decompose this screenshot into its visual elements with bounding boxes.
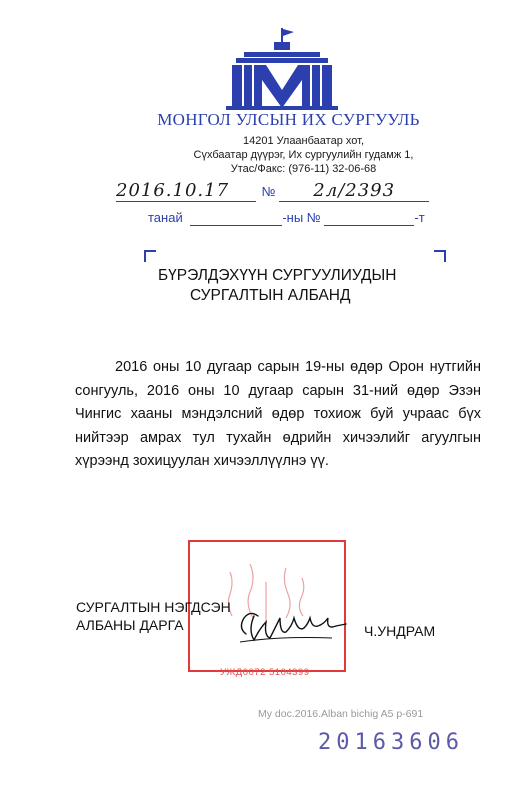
reply-reference-row bbox=[148, 210, 425, 226]
reply-number-blank bbox=[324, 210, 414, 226]
handwritten-signature-icon bbox=[232, 604, 362, 650]
reply-mid: -ны № bbox=[282, 210, 321, 225]
signatory-title-line-1: СУРГАЛТЫН НЭГДСЭН bbox=[76, 599, 231, 615]
address-line-1: 14201 Улаанбаатар хот, bbox=[243, 135, 364, 147]
signatory-name: Ч.УНДРАМ bbox=[364, 623, 436, 639]
reply-suffix: -т bbox=[414, 210, 425, 225]
number-label: № bbox=[261, 184, 276, 199]
document-number: 2л/2393 bbox=[279, 180, 429, 202]
document-date: 2016.10.17 bbox=[116, 180, 256, 202]
address-line-3: Утас/Факс: (976-11) 32-06-68 bbox=[230, 163, 377, 175]
reply-date-blank bbox=[190, 210, 282, 226]
university-logo-icon bbox=[226, 28, 338, 110]
reference-date-row bbox=[116, 180, 429, 202]
file-reference-note: My doc.2016.Alban bichig A5 p-691 bbox=[258, 708, 424, 720]
recipient-line-1: БҮРЭЛДЭХҮҮН СУРГУУЛИУДЫН bbox=[158, 267, 397, 284]
organization-name: МОНГОЛ УЛСЫН ИХ СУРГУУЛЬ bbox=[157, 110, 420, 129]
address-line-2: Сүхбаатар дүүрэг, Их сургуулийн гудамж 1, bbox=[193, 149, 414, 161]
corner-mark-right bbox=[434, 250, 446, 262]
stamp-code: УЖД0072 5104399 bbox=[220, 667, 310, 678]
recipient-line-2: СУРГАЛТЫН АЛБАНД bbox=[190, 287, 351, 304]
registration-number: 20163606 bbox=[318, 730, 464, 755]
signatory-title-line-2: АЛБАНЫ ДАРГА bbox=[76, 617, 184, 633]
corner-mark-left bbox=[144, 250, 156, 262]
reply-prefix: танай bbox=[148, 210, 183, 225]
letter-body bbox=[75, 356, 481, 474]
body-paragraph: 2016 оны 10 дугаар сарын 19-ны өдөр Орон нутгийн сонгууль, 2016 оны 10 дугаар сарын 31-ний өдөр Эзэн Чингис хааны мэндэлсний өдөр тохиож буй учраас бүх нийтээр амрах тул тухайн өдрийн хичээлийг агуулгын хүрээнд зохицуулан хичээллүүлнэ үү. bbox=[75, 359, 481, 469]
